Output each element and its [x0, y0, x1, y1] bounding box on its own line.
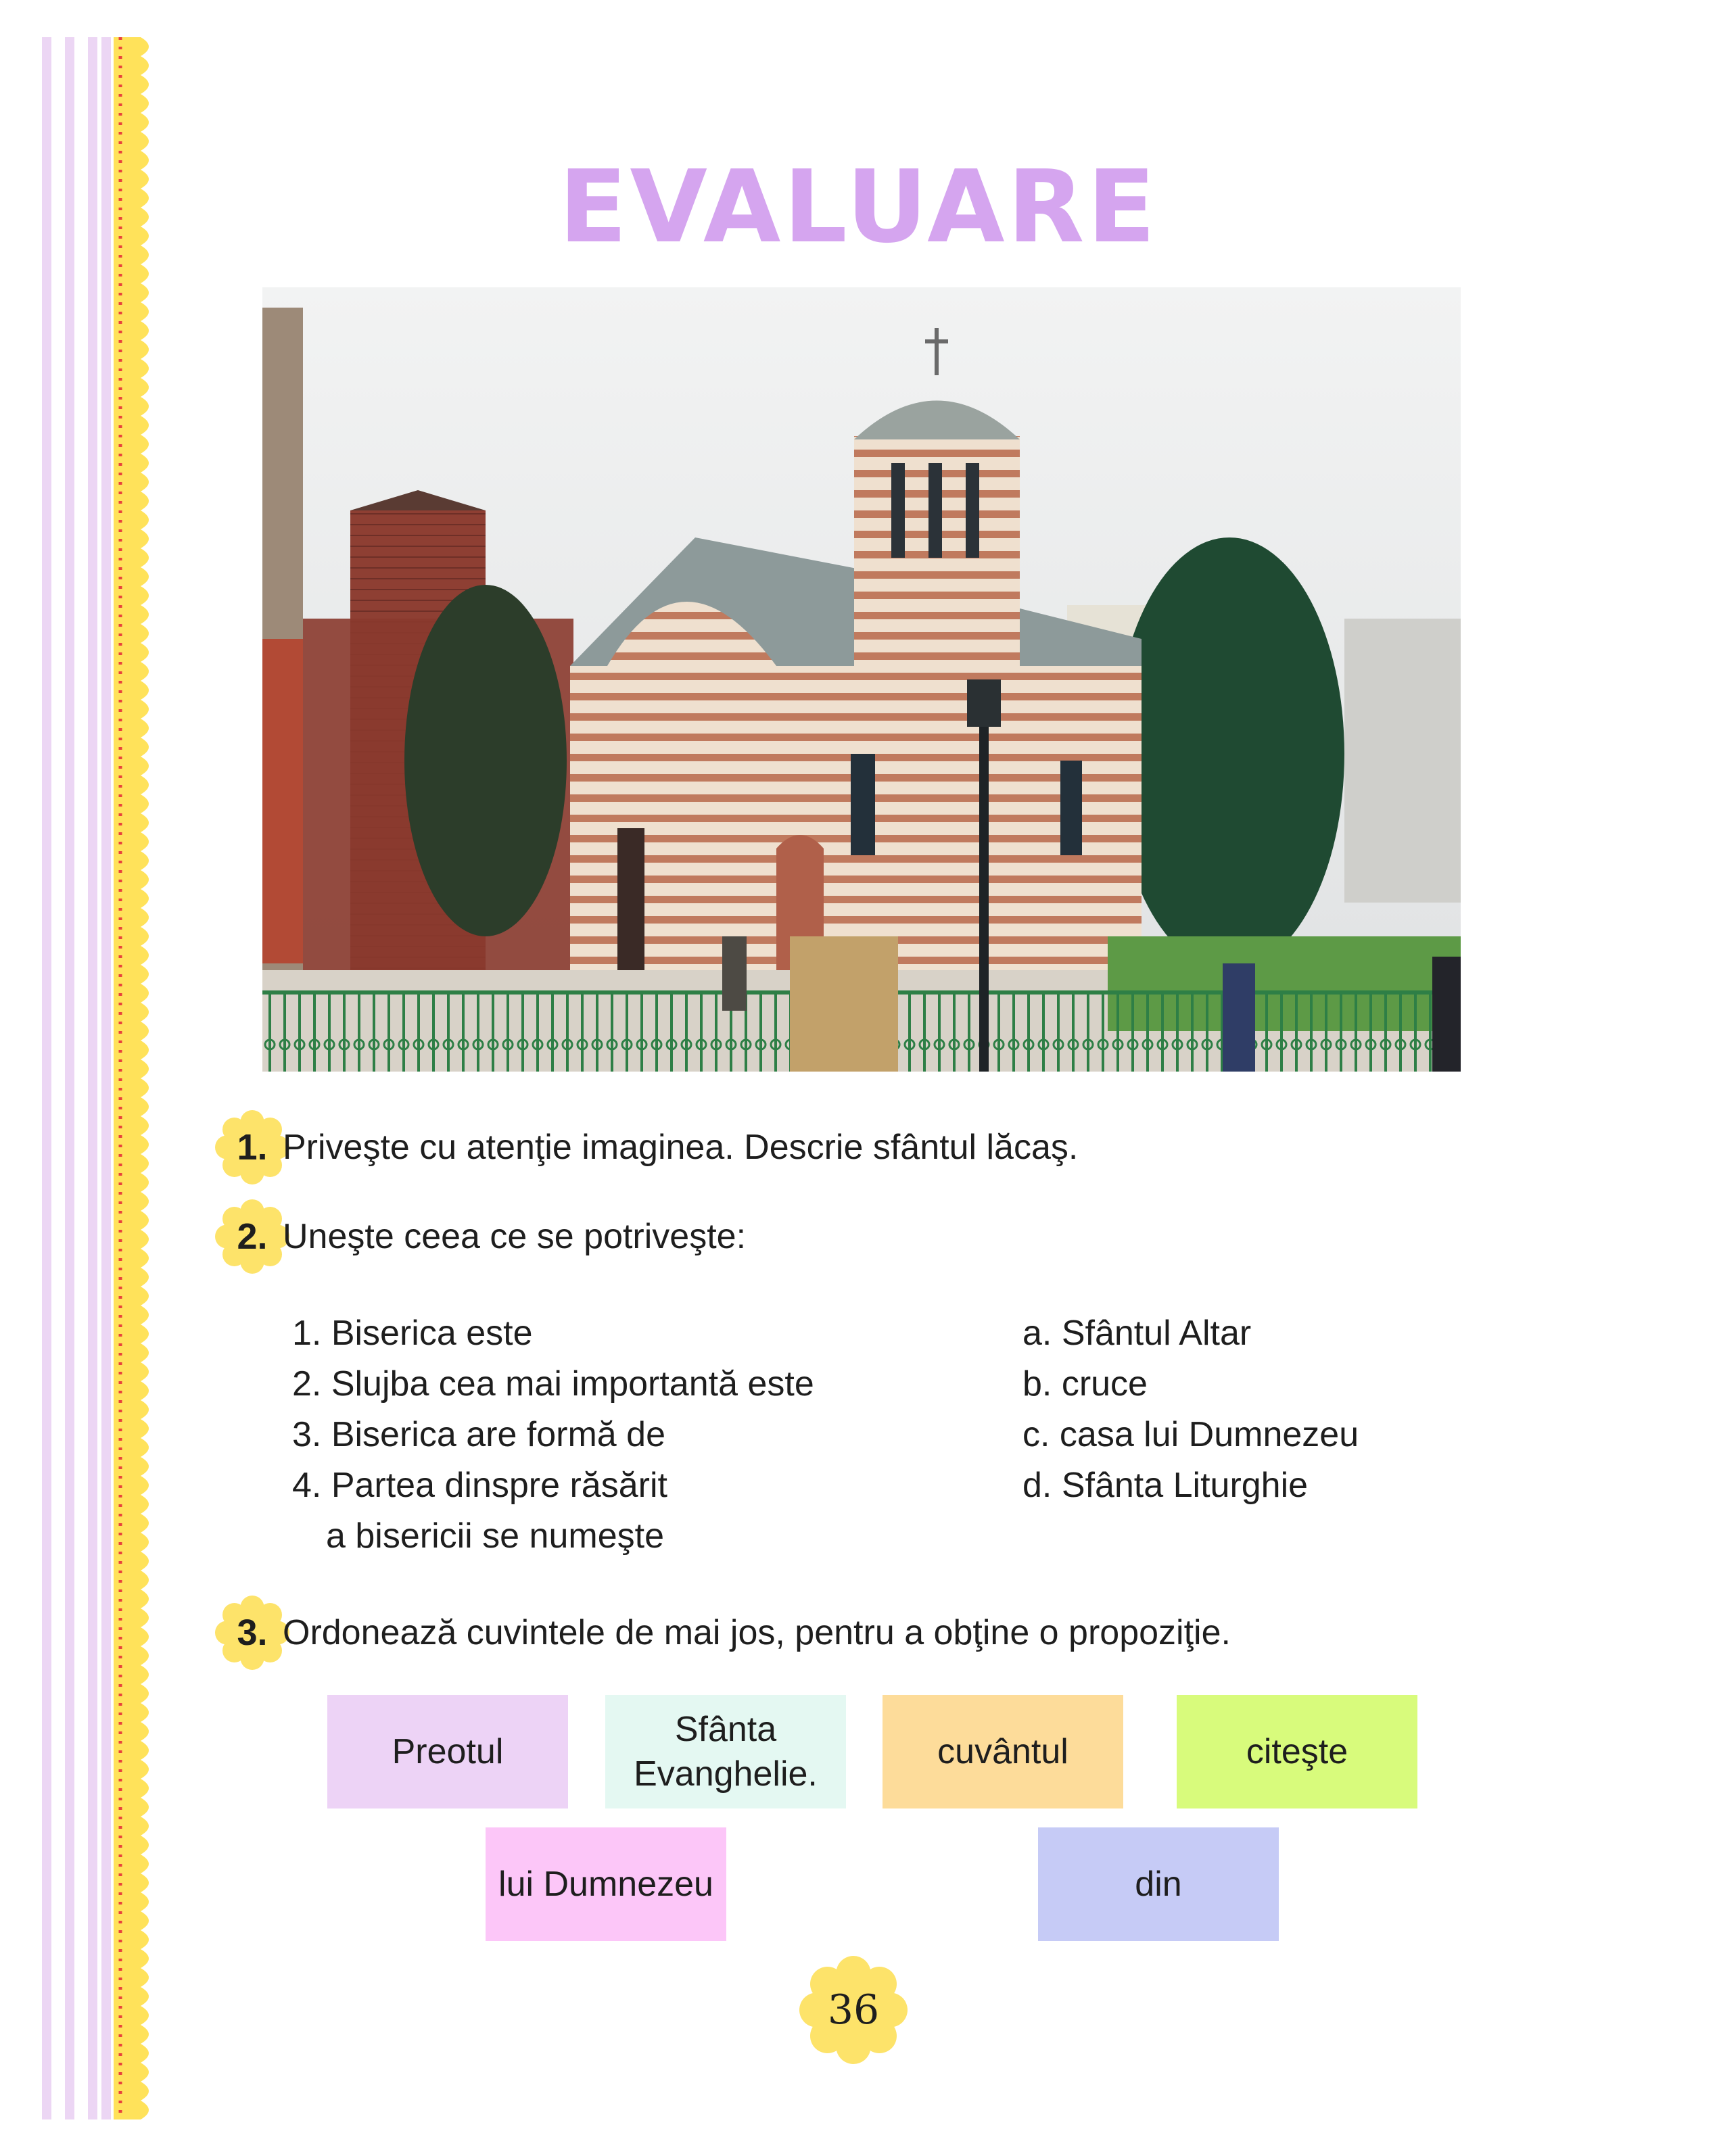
word-card[interactable]: citeşte: [1177, 1695, 1417, 1808]
matching-left-item: 1. Biserica este: [292, 1314, 533, 1353]
matching-right-item: b. cruce: [1022, 1364, 1148, 1404]
exercise-instruction: Priveşte cu atenţie imaginea. Descrie sfântul lăcaş.: [283, 1128, 1079, 1167]
exercise-instruction: Uneşte ceea ce se potriveşte:: [283, 1217, 747, 1256]
word-card[interactable]: lui Dumnezeu: [486, 1827, 726, 1941]
matching-left-column: [292, 1308, 814, 1562]
exercise-instruction: Ordonează cuvintele de mai jos, pentru a obţine o propoziţie.: [283, 1613, 1231, 1652]
matching-right-item: d. Sfânta Liturghie: [1022, 1466, 1309, 1505]
word-card[interactable]: Preotul: [327, 1695, 568, 1808]
border-stripe: [65, 37, 74, 2119]
word-card[interactable]: din: [1038, 1827, 1279, 1941]
exercise-number: 2.: [237, 1216, 268, 1257]
border-stripe: [88, 37, 97, 2119]
page-number: 36: [827, 1986, 880, 2034]
matching-right-item: c. casa lui Dumnezeu: [1022, 1415, 1359, 1454]
matching-left-item-continuation: a bisericii se numeşte: [326, 1516, 664, 1556]
word-card[interactable]: cuvântul: [883, 1695, 1123, 1808]
page-title: EVALUARE: [559, 149, 1158, 265]
matching-left-item: 3. Biserica are formă de: [292, 1415, 666, 1454]
church-photo: [262, 287, 1461, 1072]
matching-right-item: a. Sfântul Altar: [1022, 1314, 1252, 1353]
border-stripe: [101, 37, 111, 2119]
border-stripe: [42, 37, 51, 2119]
exercise-number: 3.: [237, 1612, 268, 1653]
exercise-number: 1.: [237, 1127, 268, 1168]
matching-left-item: 4. Partea dinspre răsărit: [292, 1466, 667, 1505]
matching-right-column: [1022, 1308, 1359, 1511]
scalloped-border: [114, 37, 161, 2119]
word-card[interactable]: Sfânta Evanghelie.: [605, 1695, 846, 1808]
matching-left-item: 2. Slujba cea mai importantă este: [292, 1364, 814, 1404]
